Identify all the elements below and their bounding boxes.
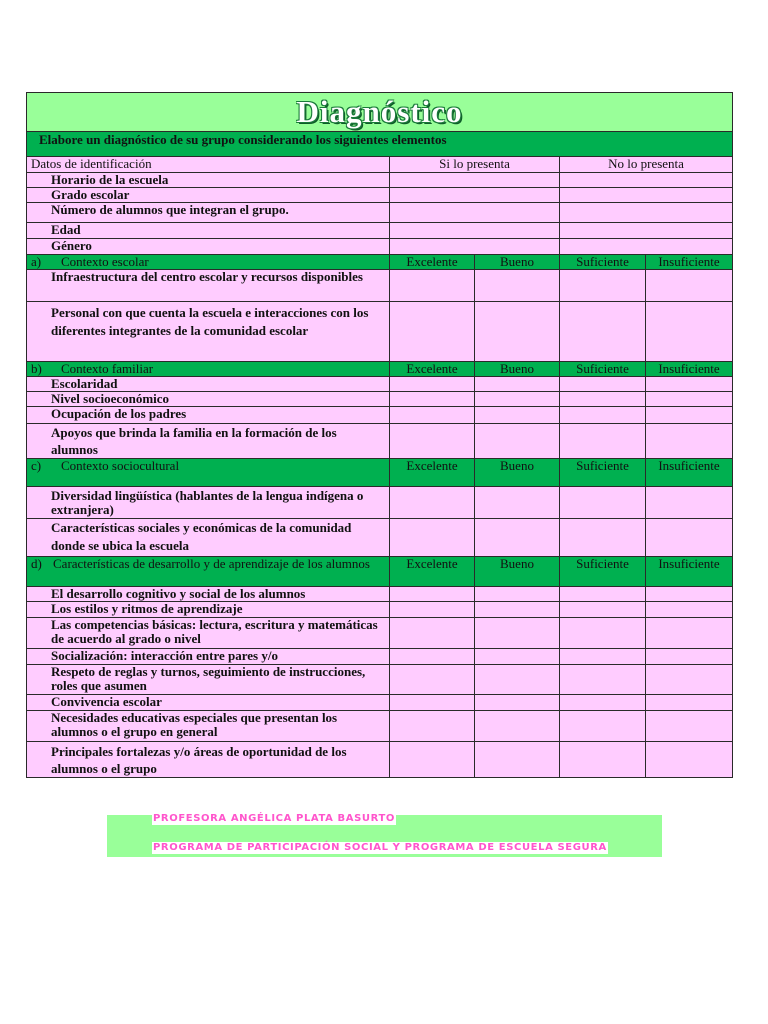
rating-cell[interactable] bbox=[390, 602, 475, 618]
rating-cell[interactable] bbox=[475, 407, 560, 424]
section-b-header: b) Contexto familiar bbox=[27, 362, 390, 377]
id-item-edad: Edad bbox=[27, 223, 390, 239]
rating-excelente: Excelente bbox=[390, 255, 475, 270]
section-c-header: c) Contexto sociocultural bbox=[27, 459, 390, 487]
col-header-si: Si lo presenta bbox=[390, 157, 560, 173]
no-cell[interactable] bbox=[560, 223, 733, 239]
rating-cell[interactable] bbox=[475, 742, 560, 778]
si-cell[interactable] bbox=[390, 203, 560, 223]
section-a-header: a) Contexto escolar bbox=[27, 255, 390, 270]
rating-cell[interactable] bbox=[560, 695, 646, 711]
rating-cell[interactable] bbox=[390, 424, 475, 459]
rating-cell[interactable] bbox=[646, 519, 733, 557]
rating-cell[interactable] bbox=[560, 602, 646, 618]
rating-bueno: Bueno bbox=[475, 557, 560, 587]
rating-cell[interactable] bbox=[560, 711, 646, 742]
rating-suficiente: Suficiente bbox=[560, 557, 646, 587]
rating-cell[interactable] bbox=[390, 742, 475, 778]
section-b-item: Apoyos que brinda la familia en la formación de los alumnos bbox=[27, 424, 390, 459]
rating-suficiente: Suficiente bbox=[560, 459, 646, 487]
section-d-item: Principales fortalezas y/o áreas de oportunidad de los alumnos o el grupo bbox=[27, 742, 390, 778]
rating-excelente: Excelente bbox=[390, 362, 475, 377]
rating-cell[interactable] bbox=[475, 487, 560, 519]
id-item-horario: Horario de la escuela bbox=[27, 173, 390, 188]
rating-cell[interactable] bbox=[646, 618, 733, 649]
rating-cell[interactable] bbox=[390, 618, 475, 649]
rating-cell[interactable] bbox=[475, 665, 560, 695]
id-item-genero: Género bbox=[27, 239, 390, 255]
col-header-no: No lo presenta bbox=[560, 157, 733, 173]
rating-cell[interactable] bbox=[646, 711, 733, 742]
rating-cell[interactable] bbox=[646, 649, 733, 665]
rating-cell[interactable] bbox=[390, 587, 475, 602]
rating-cell[interactable] bbox=[475, 587, 560, 602]
rating-bueno: Bueno bbox=[475, 255, 560, 270]
rating-cell[interactable] bbox=[646, 377, 733, 392]
rating-cell[interactable] bbox=[475, 695, 560, 711]
rating-bueno: Bueno bbox=[475, 459, 560, 487]
rating-cell[interactable] bbox=[390, 487, 475, 519]
rating-suficiente: Suficiente bbox=[560, 362, 646, 377]
rating-cell[interactable] bbox=[475, 602, 560, 618]
rating-cell[interactable] bbox=[390, 711, 475, 742]
section-d-header: d) Características de desarrollo y de aprendizaje de los alumnos bbox=[27, 557, 390, 587]
rating-cell[interactable] bbox=[560, 649, 646, 665]
rating-excelente: Excelente bbox=[390, 459, 475, 487]
si-cell[interactable] bbox=[390, 223, 560, 239]
rating-cell[interactable] bbox=[646, 742, 733, 778]
si-cell[interactable] bbox=[390, 239, 560, 255]
section-d-item: El desarrollo cognitivo y social de los alumnos bbox=[27, 587, 390, 602]
rating-cell[interactable] bbox=[390, 392, 475, 407]
si-cell[interactable] bbox=[390, 173, 560, 188]
section-a-item: Personal con que cuenta la escuela e interacciones con los diferentes integrantes de la comunidad escolar bbox=[27, 302, 390, 362]
rating-cell[interactable] bbox=[390, 302, 475, 362]
rating-cell[interactable] bbox=[475, 424, 560, 459]
rating-insuficiente: Insuficiente bbox=[646, 362, 733, 377]
rating-cell[interactable] bbox=[475, 302, 560, 362]
rating-cell[interactable] bbox=[646, 424, 733, 459]
rating-cell[interactable] bbox=[646, 407, 733, 424]
rating-bueno: Bueno bbox=[475, 362, 560, 377]
rating-cell[interactable] bbox=[560, 519, 646, 557]
rating-insuficiente: Insuficiente bbox=[646, 459, 733, 487]
rating-cell[interactable] bbox=[560, 302, 646, 362]
rating-cell[interactable] bbox=[646, 270, 733, 302]
rating-cell[interactable] bbox=[646, 695, 733, 711]
rating-cell[interactable] bbox=[560, 487, 646, 519]
section-c-item: Diversidad lingüística (hablantes de la lengua indígena o extranjera) bbox=[27, 487, 390, 519]
no-cell[interactable] bbox=[560, 173, 733, 188]
id-item-numero: Número de alumnos que integran el grupo. bbox=[27, 203, 390, 223]
section-d-item: Socialización: interacción entre pares y/o bbox=[27, 649, 390, 665]
section-d-item: Las competencias básicas: lectura, escritura y matemáticas de acuerdo al grado o nivel bbox=[27, 618, 390, 649]
section-c-item: Características sociales y económicas de la comunidad donde se ubica la escuela bbox=[27, 519, 390, 557]
rating-cell[interactable] bbox=[560, 587, 646, 602]
si-cell[interactable] bbox=[390, 188, 560, 203]
rating-cell[interactable] bbox=[560, 270, 646, 302]
rating-cell[interactable] bbox=[390, 665, 475, 695]
no-cell[interactable] bbox=[560, 188, 733, 203]
rating-cell[interactable] bbox=[475, 392, 560, 407]
rating-cell[interactable] bbox=[475, 618, 560, 649]
rating-insuficiente: Insuficiente bbox=[646, 557, 733, 587]
diagnostic-table bbox=[26, 92, 733, 778]
rating-cell[interactable] bbox=[390, 270, 475, 302]
rating-cell[interactable] bbox=[646, 302, 733, 362]
rating-suficiente: Suficiente bbox=[560, 255, 646, 270]
footer-author: PROFESORA ANGÉLICA PLATA BASURTO bbox=[153, 813, 396, 824]
no-cell[interactable] bbox=[560, 239, 733, 255]
rating-cell[interactable] bbox=[560, 618, 646, 649]
rating-cell[interactable] bbox=[560, 424, 646, 459]
rating-cell[interactable] bbox=[390, 377, 475, 392]
rating-excelente: Excelente bbox=[390, 557, 475, 587]
rating-cell[interactable] bbox=[646, 665, 733, 695]
rating-cell[interactable] bbox=[646, 392, 733, 407]
section-d-item: Los estilos y ritmos de aprendizaje bbox=[27, 602, 390, 618]
rating-cell[interactable] bbox=[560, 665, 646, 695]
rating-cell[interactable] bbox=[475, 711, 560, 742]
rating-insuficiente: Insuficiente bbox=[646, 255, 733, 270]
section-d-item: Necesidades educativas especiales que presentan los alumnos o el grupo en general bbox=[27, 711, 390, 742]
section-b-item: Ocupación de los padres bbox=[27, 407, 390, 424]
section-a-item: Infraestructura del centro escolar y recursos disponibles bbox=[27, 270, 390, 302]
rating-cell[interactable] bbox=[390, 695, 475, 711]
rating-cell[interactable] bbox=[646, 602, 733, 618]
section-b-item: Escolaridad bbox=[27, 377, 390, 392]
footer-program: PROGRAMA DE PARTICIPACIÓN SOCIAL Y PROGRAMA DE ESCUELA SEGURA bbox=[153, 842, 607, 853]
rating-cell[interactable] bbox=[646, 587, 733, 602]
rating-cell[interactable] bbox=[475, 377, 560, 392]
rating-cell[interactable] bbox=[560, 407, 646, 424]
rating-cell[interactable] bbox=[646, 487, 733, 519]
rating-cell[interactable] bbox=[475, 519, 560, 557]
footer-banner bbox=[107, 815, 662, 857]
identificacion-header: Datos de identificación bbox=[27, 157, 390, 173]
instructions: Elabore un diagnóstico de su grupo considerando los siguientes elementos bbox=[27, 132, 733, 157]
page-title: Diagnóstico bbox=[27, 93, 733, 132]
rating-cell[interactable] bbox=[475, 270, 560, 302]
section-b-item: Nivel socioeconómico bbox=[27, 392, 390, 407]
rating-cell[interactable] bbox=[390, 407, 475, 424]
section-d-item: Convivencia escolar bbox=[27, 695, 390, 711]
id-item-grado: Grado escolar bbox=[27, 188, 390, 203]
rating-cell[interactable] bbox=[475, 649, 560, 665]
rating-cell[interactable] bbox=[560, 392, 646, 407]
rating-cell[interactable] bbox=[560, 377, 646, 392]
rating-cell[interactable] bbox=[390, 649, 475, 665]
rating-cell[interactable] bbox=[390, 519, 475, 557]
section-d-item: Respeto de reglas y turnos, seguimiento de instrucciones, roles que asumen bbox=[27, 665, 390, 695]
no-cell[interactable] bbox=[560, 203, 733, 223]
rating-cell[interactable] bbox=[560, 742, 646, 778]
